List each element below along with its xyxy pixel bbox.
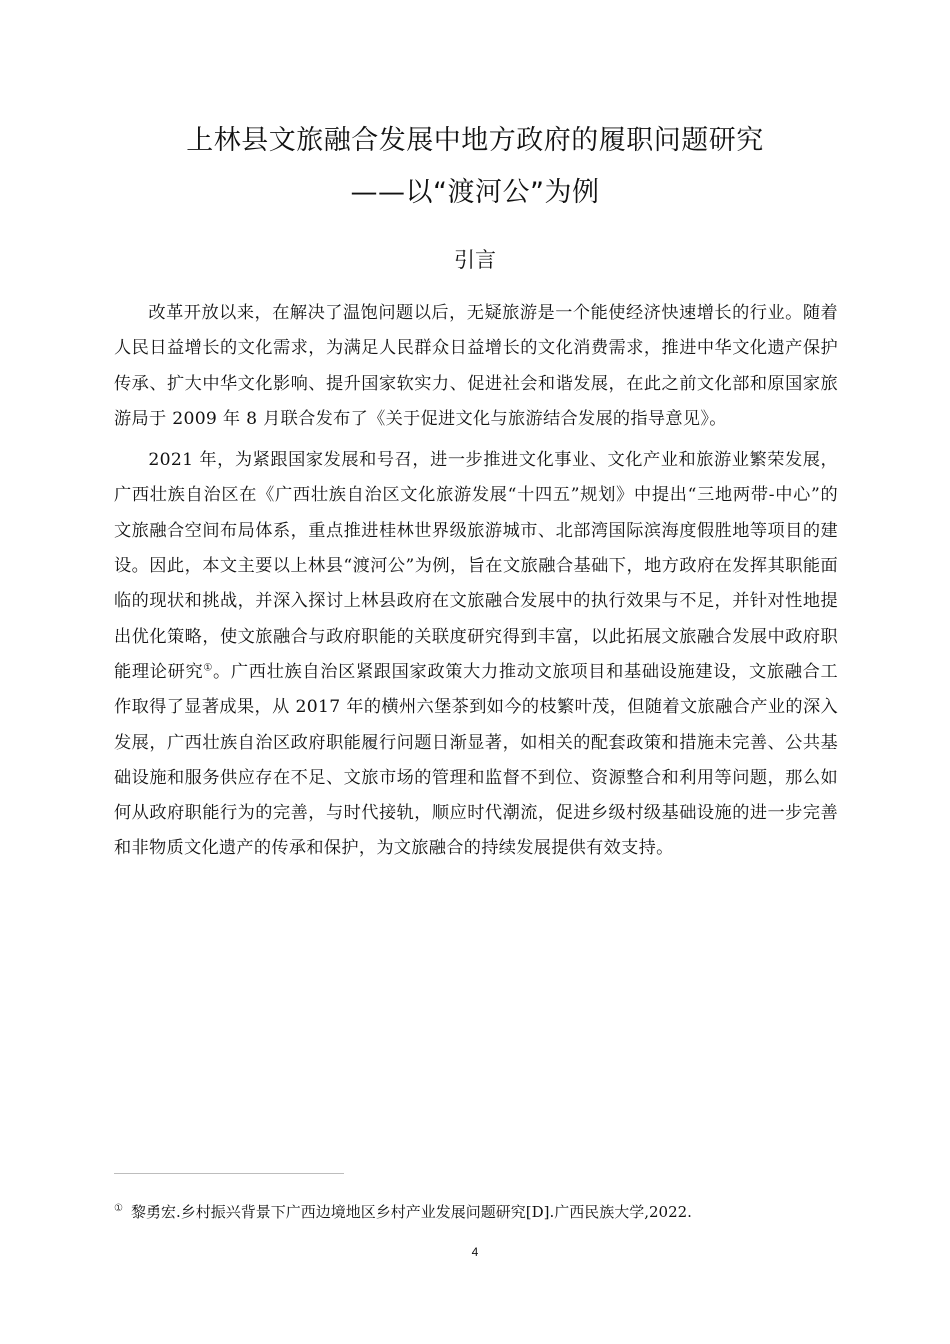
section-heading-introduction: 引言: [454, 248, 496, 272]
paragraph-1: 改革开放以来，在解决了温饱问题以后，无疑旅游是一个能使经济快速增长的行业。随着人民日益增长的文化需求，为满足人民群众日益增长的文化消费需求，推进中华文化遗产保护传承、扩大中华文化影响、提升国家软实力、促进社会和谐发展，在此之前文化部和原国家旅游局于 2009 年 8 月联合发布了《关于促进文化与旅游结合发展的指导意见》。: [114, 303, 838, 429]
page-number: 4: [471, 1245, 479, 1259]
document-subtitle: ——以“渡河公”为例: [350, 177, 600, 208]
paragraph-2-text-after-note: 。广西壮族自治区紧跟国家政策大力推动文旅项目和基础设施建设，文旅融合工作取得了显著成果，从 2017 年的横州六堡茶到如今的枝繁叶茂，但随着文旅融合产业的深入发展，广西壮族自治区政府职能履行问题日渐显著，如相关的配套政策和措施未完善、公共基础设施和服务供应存在不足、文旅市场的管理和监督不到位、资源整合和利用等问题，那么如何从政府职能行为的完善，与时代接轨，顺应时代潮流，促进乡级村级基础设施的进一步完善和非物质文化遗产的传承和保护，为文旅融合的持续发展提供有效支持。: [114, 661, 838, 859]
footnote-separator: [114, 1173, 344, 1174]
body-text: [114, 296, 838, 873]
footnote-text: 黎勇宏.乡村振兴背景下广西边境地区乡村产业发展问题研究[D].广西民族大学,2022.: [130, 1203, 692, 1221]
footnote-reference[interactable]: ①: [203, 662, 213, 674]
document-title: 上林县文旅融合发展中地方政府的履职问题研究: [186, 125, 764, 156]
paragraph-2: [114, 443, 838, 867]
footnote: [114, 1198, 838, 1223]
paragraph-2-text-before-note: 2021 年，为紧跟国家发展和号召，进一步推进文化事业、文化产业和旅游业繁荣发展，广西壮族自治区在《广西壮族自治区文化旅游发展“十四五”规划》中提出“三地两带-中心”的文旅融合空间布局体系，重点推进桂林世界级旅游城市、北部湾国际滨海度假胜地等项目的建设。因此，本文主要以上林县“渡河公”为例，旨在文旅融合基础下，地方政府在发挥其职能面临的现状和挑战，并深入探讨上林县政府在文旅融合发展中的执行效果与不足，并针对性地提出优化策略，使文旅融合与政府职能的关联度研究得到丰富，以此拓展文旅融合发展中政府职能理论研究: [114, 450, 838, 682]
footnote-mark: ①: [114, 1203, 123, 1214]
